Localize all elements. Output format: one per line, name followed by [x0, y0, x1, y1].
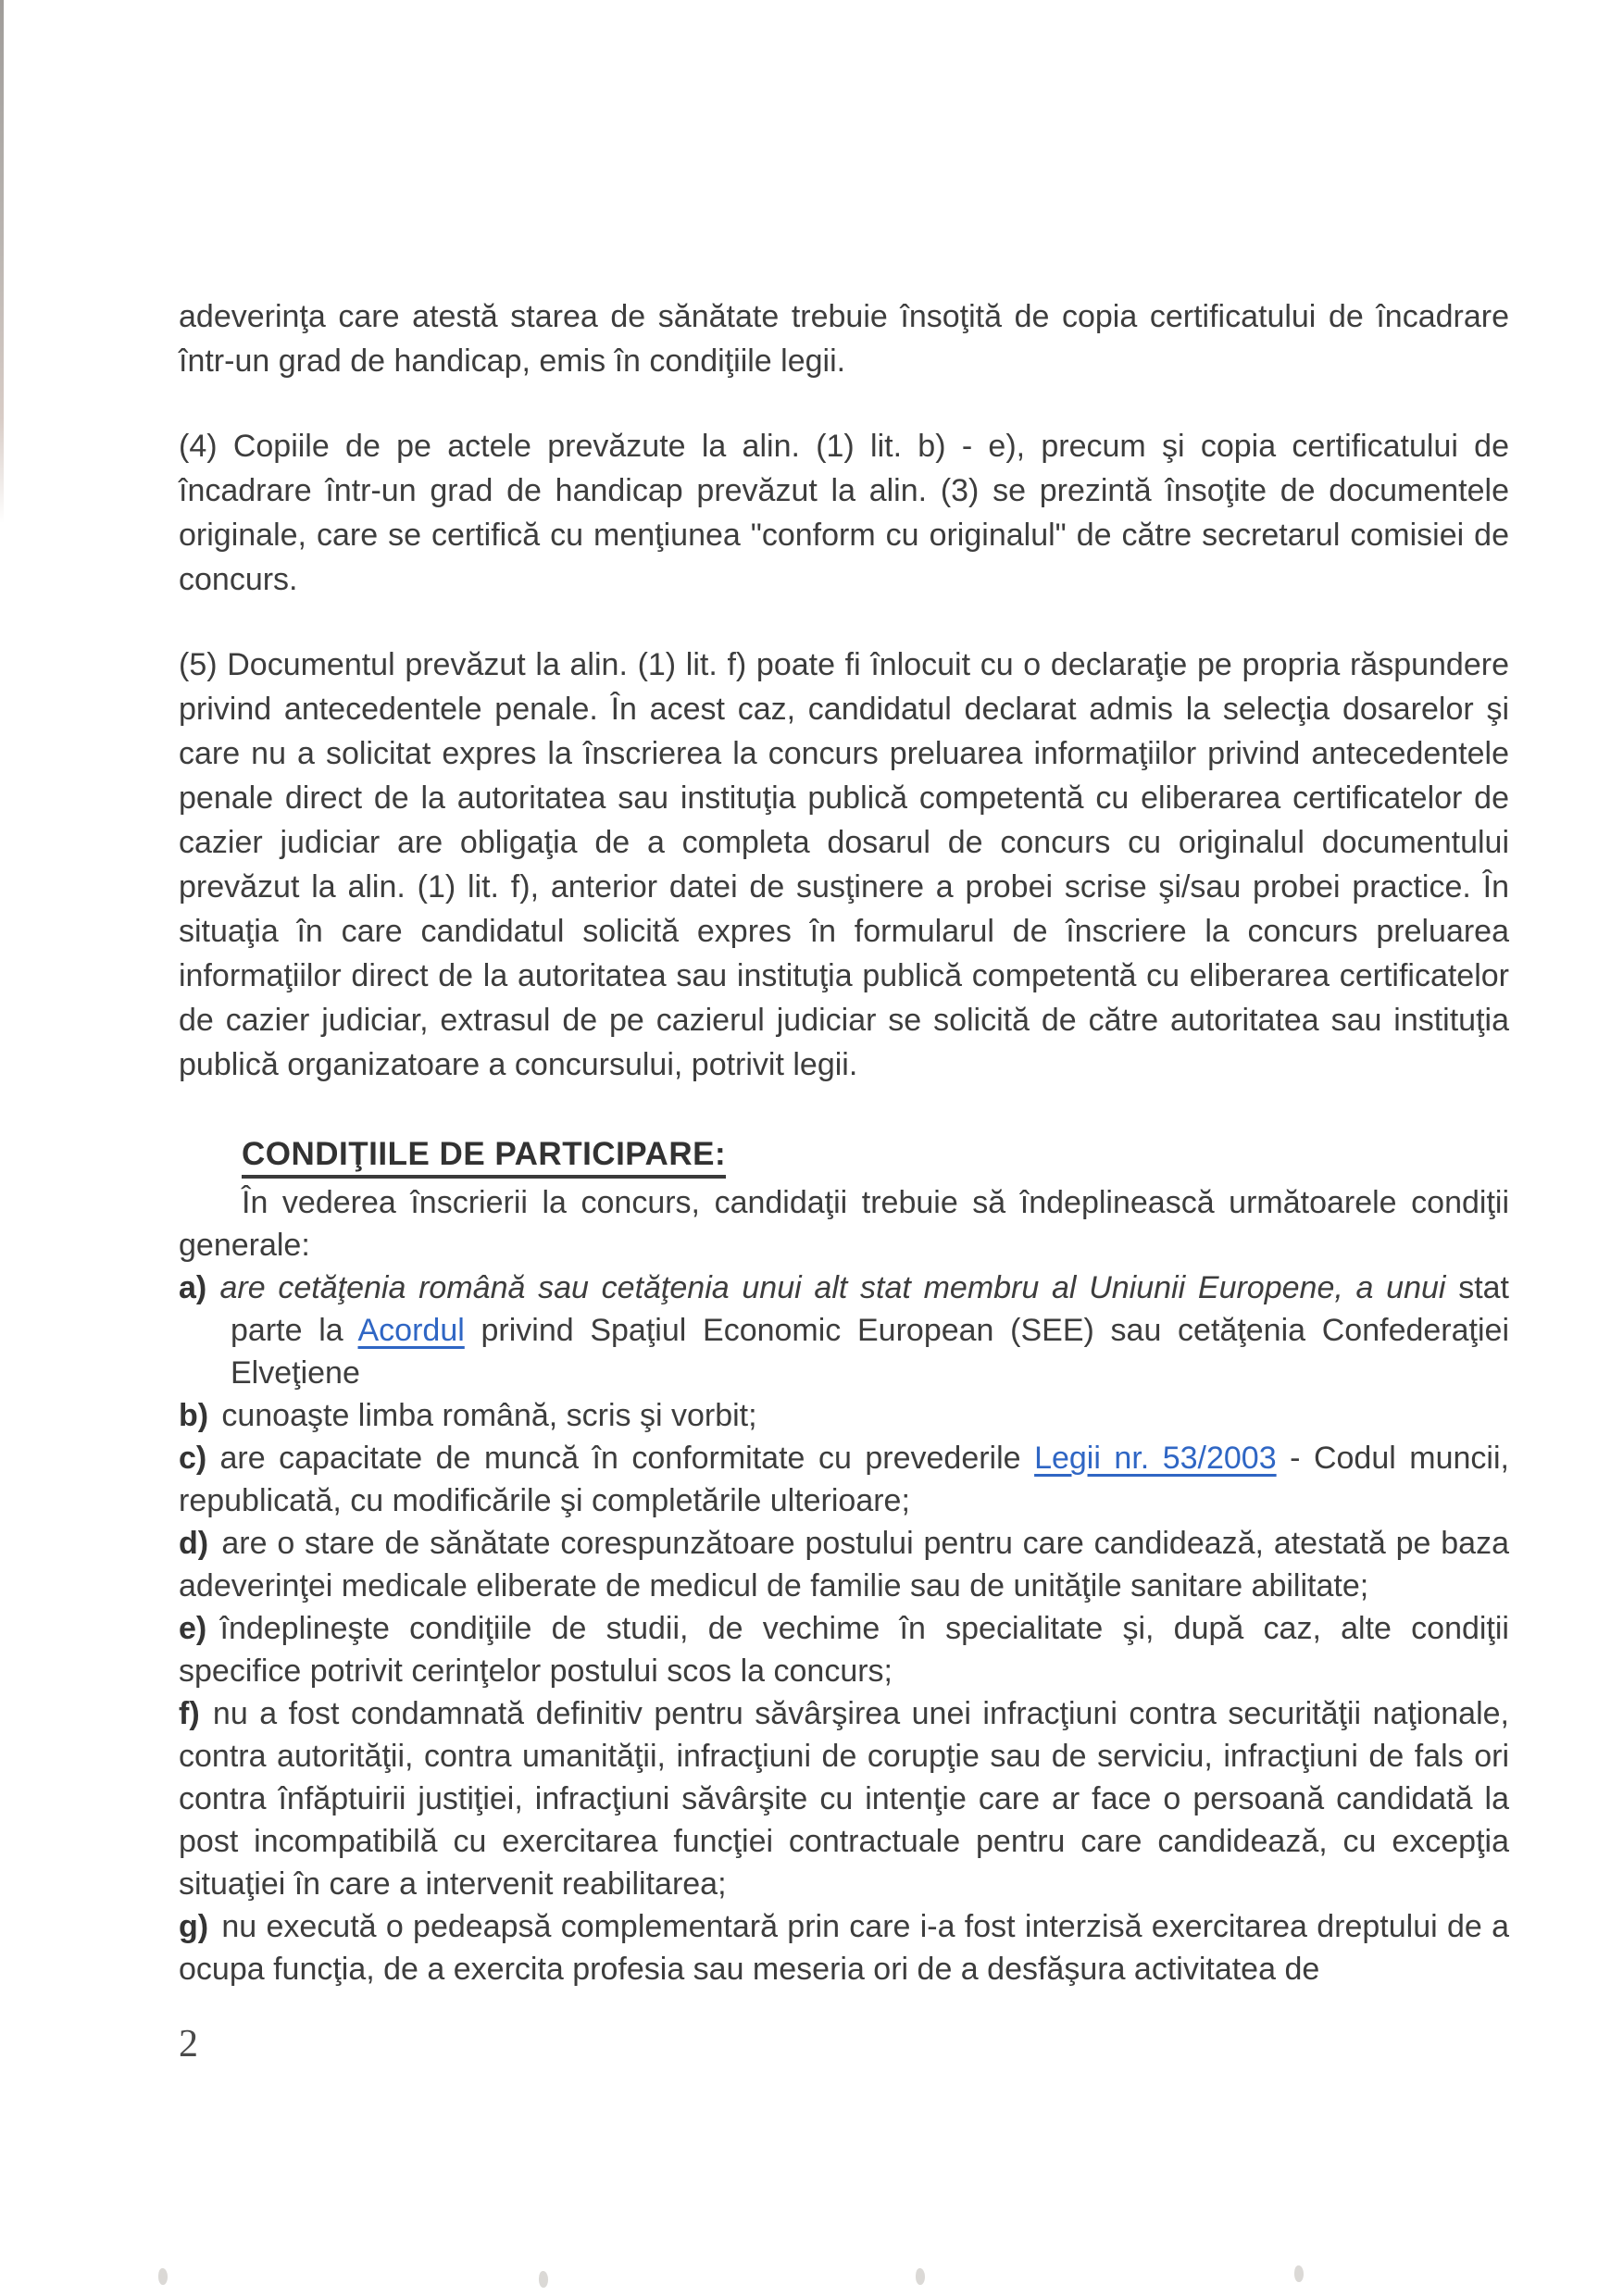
condition-item-b: [179, 1394, 1509, 1437]
item-a-text-italic: are cetăţenia română sau cetăţenia unui alt stat membru al Uniunii Europene, a unui: [219, 1270, 1446, 1305]
condition-item-c: [179, 1437, 1509, 1522]
item-g-text: nu execută o pedeapsă complementară prin care i-a fost interzisă exercitarea dreptului de a ocupa funcţia, de a exercita profesia sau meseria ori de a desfăşura activitatea de: [179, 1909, 1509, 1987]
acordul-link[interactable]: Acordul: [357, 1313, 465, 1348]
item-c-text-end: - Codul muncii, republicată, cu modificările şi completările ulterioare;: [179, 1441, 1509, 1518]
scan-speck: [158, 2268, 168, 2285]
condition-item-d: [179, 1522, 1509, 1607]
condition-item-g: [179, 1905, 1509, 1990]
item-a-text-end: privind Spaţiul Economic European (SEE) sau cetăţenia Confederaţiei Elveţiene: [231, 1313, 1509, 1391]
item-d-label: d): [179, 1526, 209, 1561]
paragraph-alin-5: (5) Documentul prevăzut la alin. (1) lit. f) poate fi înlocuit cu o declaraţie pe propria răspundere privind antecedentele penale. În acest caz, candidatul declarat admis la selecţia dosarelor şi care nu a solicitat expres la înscrierea la concurs preluarea informaţiilor privind antecedentele penale direct de la autoritatea sau instituţia publică competentă cu eliberarea certificatelor de cazier judiciar are obligaţia de a completa dosarul de concurs cu originalul documentului prevăzut la alin. (1) lit. f), anterior datei de susţinere a probei scrise şi/sau probei practice. În situaţia în care candidatul solicită expres în formularul de înscriere la concurs preluarea informaţiilor direct de la autoritatea sau instituţia publică competentă cu eliberarea certificatelor de cazier judiciar, extrasul de pe cazierul judiciar se solicită de către autoritatea sau instituţia publică organizatoare a concursului, potrivit legii.: [179, 647, 1509, 1082]
paragraph-alin-4: (4) Copiile de pe actele prevăzute la alin. (1) lit. b) - e), precum şi copia certificatului de încadrare într-un grad de handicap prevăzut la alin. (3) se prezintă însoţite de documentele originale, care se certifică cu menţiunea "conform cu originalul" de către secretarul comisiei de concurs.: [179, 429, 1509, 597]
item-b-label: b): [179, 1398, 209, 1433]
condition-item-f: [179, 1692, 1509, 1905]
item-f-text: nu a fost condamnată definitiv pentru săvârşirea unei infracţiuni contra securităţii naţionale, contra autorităţii, contra umanităţii, infracţiuni de corupţie sau de serviciu, infracţiuni de fals ori contra înfăptuirii justiţiei, infracţiuni săvârşite cu intenţie care ar face o persoană candidată la post incompatibilă cu exercitarea funcţiei contractuale pentru care candidează, cu excepţia situaţiei în care a intervenit reabilitarea;: [179, 1696, 1509, 1902]
section-intro: În vederea înscrierii la concurs, candidaţii trebuie să îndeplinească următoarele condiţii generale:: [179, 1185, 1509, 1263]
scan-artifact-left-edge: [0, 0, 4, 523]
body-paragraphs: [179, 294, 1509, 1087]
section-heading: [242, 1133, 1509, 1176]
item-a-text-mid: stat parte la: [231, 1270, 1509, 1348]
section-heading-text: CONDIŢIILE DE PARTICIPARE:: [242, 1136, 726, 1179]
scan-speck: [539, 2271, 548, 2288]
item-c-text-pre: are capacitate de muncă în conformitate cu prevederile: [219, 1441, 1035, 1476]
scan-speck: [1294, 2265, 1304, 2282]
item-a-label: a): [179, 1270, 207, 1305]
item-b-text: cunoaşte limba română, scris şi vorbit;: [221, 1398, 757, 1433]
item-e-label: e): [179, 1611, 207, 1646]
item-f-label: f): [179, 1696, 200, 1731]
item-e-text: îndeplineşte condiţiile de studii, de vechime în specialitate şi, după caz, alte condiţii specifice potrivit cerinţelor postului scos la concurs;: [179, 1611, 1509, 1689]
page-number: 2: [179, 2023, 198, 2065]
item-g-label: g): [179, 1909, 209, 1944]
paragraph-handicap-certificate: adeverinţa care atestă starea de sănătate trebuie însoţită de copia certificatului de încadrare într-un grad de handicap, emis în condiţiile legii.: [179, 299, 1509, 379]
item-d-text: are o stare de sănătate corespunzătoare postului pentru care candidează, atestată pe baza adeverinţei medicale eliberate de medicul de familie sau de unităţile sanitare abilitate;: [179, 1526, 1509, 1603]
item-c-label: c): [179, 1441, 207, 1476]
scan-speck: [916, 2268, 925, 2285]
legea-53-2003-link[interactable]: Legii nr. 53/2003: [1034, 1441, 1277, 1476]
condition-item-a: [179, 1267, 1509, 1394]
condition-item-e: [179, 1607, 1509, 1692]
participation-conditions-section: [179, 1133, 1509, 1990]
